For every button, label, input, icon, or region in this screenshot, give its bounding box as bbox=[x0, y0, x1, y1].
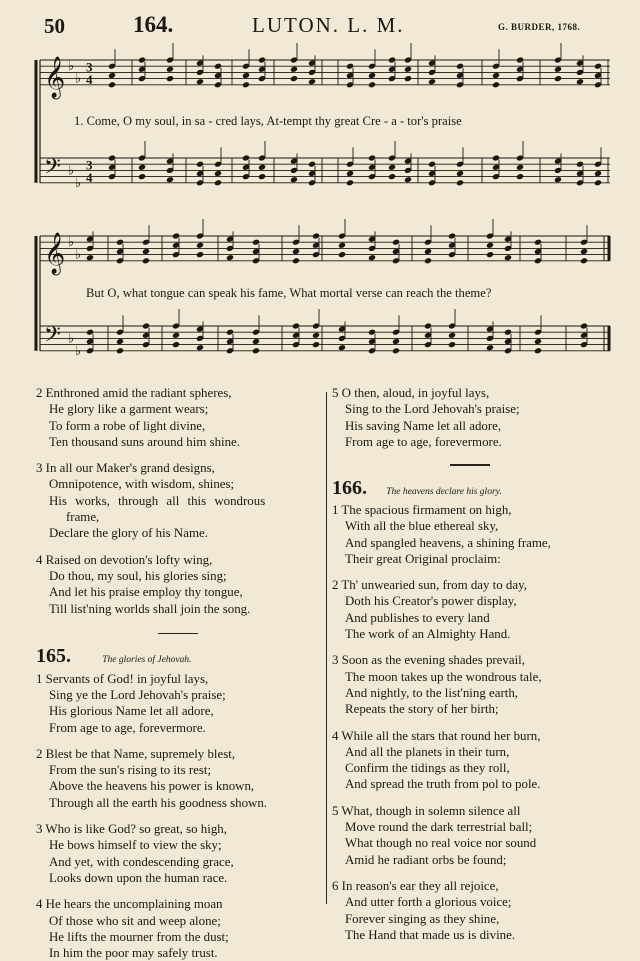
note-head bbox=[504, 254, 512, 261]
note-head bbox=[242, 72, 250, 79]
lyric-line-1: 1. Come, O my soul, in sa - cred lays, At-tempt thy great Cre - a - tor's praise bbox=[74, 114, 462, 128]
stanza-line: And yet, with condescending grace, bbox=[49, 854, 234, 869]
stanza-165-3 bbox=[36, 821, 326, 886]
time-signature: 3 bbox=[86, 59, 93, 75]
stanza-line: Through all the earth his goodness shown. bbox=[49, 795, 268, 810]
hymn-166-subtitle: The heavens declare his glory. bbox=[386, 486, 502, 497]
hymn-165-subtitle: The glories of Jehovah. bbox=[102, 655, 192, 666]
note-head bbox=[166, 75, 174, 82]
hymn-166-heading bbox=[332, 476, 632, 500]
stanza-164-4 bbox=[36, 552, 326, 617]
note-head bbox=[338, 242, 346, 249]
note-head bbox=[486, 344, 494, 351]
bass-clef-icon: 𝄢 bbox=[44, 322, 61, 353]
note-head bbox=[516, 173, 524, 180]
stanza-line: And spread the truth from pol to pole. bbox=[345, 777, 541, 792]
stanza-line: His works, through all this wondrous bbox=[49, 493, 266, 508]
note-head bbox=[576, 78, 584, 85]
flat-icon: ♭ bbox=[68, 162, 75, 178]
time-signature: 4 bbox=[86, 71, 93, 87]
note-head bbox=[252, 338, 260, 345]
note-head bbox=[214, 170, 222, 177]
note-head bbox=[492, 72, 500, 79]
stanza-line: Omnipotence, with wisdom, shines; bbox=[49, 477, 235, 492]
stanza-line: Of those who sit and weep alone; bbox=[49, 913, 221, 928]
stanza-line: He lifts the mourner from the dust; bbox=[49, 929, 229, 944]
stanza-line: 2 Th' unwearied sun, from day to day, bbox=[332, 578, 527, 593]
note-head bbox=[492, 81, 500, 88]
stanza-164-2 bbox=[36, 385, 326, 450]
note-head bbox=[534, 347, 542, 354]
stanza-line: Looks down upon the human race. bbox=[49, 870, 228, 885]
stanza-line: Ten thousand suns around him shine. bbox=[49, 434, 241, 449]
hymn-165-heading bbox=[36, 645, 326, 668]
note-head bbox=[312, 332, 320, 339]
note-head bbox=[242, 81, 250, 88]
flat-icon: ♭ bbox=[75, 174, 82, 190]
note-head bbox=[86, 254, 94, 261]
column-divider bbox=[326, 392, 327, 904]
stanza-line: Forever singing as they shine, bbox=[345, 911, 500, 926]
note-head bbox=[404, 75, 412, 82]
stanza-line: 3 Soon as the evening shades prevail, bbox=[332, 653, 525, 668]
note-head bbox=[338, 344, 346, 351]
note-head bbox=[258, 164, 266, 171]
note-head bbox=[292, 257, 300, 264]
note-head bbox=[290, 75, 298, 82]
stanza-line: Declare the glory of his Name. bbox=[49, 526, 208, 541]
stanza-line: And nightly, to the list'ning earth, bbox=[345, 685, 518, 700]
stanza-line: 2 Enthroned amid the radiant spheres, bbox=[36, 386, 232, 400]
stanza-line: 1 Servants of God! in joyful lays, bbox=[36, 671, 209, 686]
stanza-line: The moon takes up the wondrous tale, bbox=[345, 669, 542, 684]
bass-clef-icon: 𝄢 bbox=[44, 154, 61, 185]
note-head bbox=[368, 254, 376, 261]
hymn-165-number: 165. bbox=[36, 645, 71, 668]
note-head bbox=[580, 248, 588, 255]
stanza-line: In him the poor may safely trust. bbox=[49, 946, 218, 961]
note-head bbox=[486, 242, 494, 249]
section-rule bbox=[158, 633, 198, 635]
note-head bbox=[226, 254, 234, 261]
note-head bbox=[172, 332, 180, 339]
note-head bbox=[428, 78, 436, 85]
note-head bbox=[388, 164, 396, 171]
stanza-line: His glorious Name let all adore, bbox=[49, 704, 214, 719]
flat-icon: ♭ bbox=[68, 58, 75, 74]
note-head bbox=[338, 251, 346, 258]
stanza-line: 5 O then, aloud, in joyful lays, bbox=[332, 386, 490, 400]
flat-icon: ♭ bbox=[75, 342, 82, 358]
hymn-number-heading: 164. bbox=[133, 12, 174, 37]
note-head bbox=[290, 176, 298, 183]
tune-title: LUTON. L. M. bbox=[252, 13, 405, 37]
stanza-line: What though no real voice nor sound bbox=[345, 836, 537, 851]
note-head bbox=[142, 248, 150, 255]
stanza-line: Above the heavens his power is known, bbox=[49, 779, 255, 794]
stanza-166-6 bbox=[332, 878, 632, 943]
note-head bbox=[456, 170, 464, 177]
note-head bbox=[404, 66, 412, 73]
note-head bbox=[290, 66, 298, 73]
flat-icon: ♭ bbox=[68, 234, 75, 250]
note-head bbox=[554, 66, 562, 73]
stanza-166-1 bbox=[332, 502, 632, 567]
hymn-166-number: 166. bbox=[332, 476, 367, 499]
note-head bbox=[486, 251, 494, 258]
stanza-line: 5 What, though in solemn silence all bbox=[332, 803, 521, 818]
note-head bbox=[166, 66, 174, 73]
stanza-line: From age to age, forevermore. bbox=[345, 434, 502, 449]
music-score bbox=[0, 0, 640, 370]
note-head bbox=[252, 347, 260, 354]
stanza-165-4 bbox=[36, 896, 326, 961]
stanza-line: And all the planets in their turn, bbox=[345, 744, 510, 759]
stanza-line: 2 Blest be that Name, supremely blest, bbox=[36, 746, 236, 761]
note-head bbox=[196, 78, 204, 85]
note-head bbox=[292, 248, 300, 255]
note-head bbox=[196, 344, 204, 351]
note-head bbox=[116, 347, 124, 354]
note-head bbox=[108, 72, 116, 79]
stanza-166-5 bbox=[332, 803, 632, 868]
stanza-164-3 bbox=[36, 460, 326, 541]
note-head bbox=[108, 81, 116, 88]
treble-clef-icon: 𝄞 bbox=[44, 56, 66, 98]
note-head bbox=[516, 164, 524, 171]
stanza-line: 4 He hears the uncomplaining moan bbox=[36, 897, 223, 912]
note-head bbox=[138, 164, 146, 171]
flat-icon: ♭ bbox=[68, 330, 75, 346]
stanza-line: 3 In all our Maker's grand designs, bbox=[36, 461, 215, 476]
note-head bbox=[196, 242, 204, 249]
right-column bbox=[332, 385, 632, 943]
note-head bbox=[448, 332, 456, 339]
note-head bbox=[308, 78, 316, 85]
stanza-165-2 bbox=[36, 746, 326, 811]
stanza-line: Repeats the story of her birth; bbox=[345, 702, 499, 717]
page-number: 50 bbox=[44, 14, 65, 38]
flat-icon: ♭ bbox=[75, 246, 82, 262]
flat-icon: ♭ bbox=[75, 70, 82, 86]
note-head bbox=[404, 176, 412, 183]
stanza-line: Amid he radiant orbs be found; bbox=[345, 852, 507, 867]
left-column bbox=[36, 385, 326, 961]
stanza-166-4 bbox=[332, 728, 632, 793]
section-rule bbox=[450, 464, 490, 466]
stanza-line: And utter forth a glorious voice; bbox=[345, 895, 512, 910]
note-head bbox=[368, 72, 376, 79]
stanza-line: Sing to the Lord Jehovah's praise; bbox=[345, 402, 520, 417]
stanza-line: And publishes to every land bbox=[345, 610, 490, 625]
note-head bbox=[594, 179, 602, 186]
note-head bbox=[138, 173, 146, 180]
stanza-line: Do thou, my soul, his glories sing; bbox=[49, 568, 227, 583]
note-head bbox=[424, 248, 432, 255]
stanza-line: And let his praise employ thy tongue, bbox=[49, 585, 243, 600]
note-head bbox=[116, 338, 124, 345]
note-head bbox=[554, 75, 562, 82]
note-head bbox=[580, 257, 588, 264]
stanza-line: He glory like a garment wears; bbox=[49, 402, 209, 417]
stanza-line: Confirm the tidings as they roll, bbox=[345, 761, 510, 776]
note-head bbox=[368, 81, 376, 88]
stanza-line: With all the blue ethereal sky, bbox=[345, 519, 499, 534]
stanza-166-2 bbox=[332, 577, 632, 642]
stanza-line: The Hand that made us is divine. bbox=[345, 927, 516, 942]
stanza-line: Their great Original proclaim: bbox=[345, 551, 501, 566]
note-head bbox=[534, 338, 542, 345]
stanza-line: Sing ye the Lord Jehovah's praise; bbox=[49, 687, 226, 702]
note-head bbox=[196, 251, 204, 258]
stanza-line: Till list'ning worlds shall join the song. bbox=[49, 601, 251, 616]
note-head bbox=[392, 347, 400, 354]
stanza-line: 4 Raised on devotion's lofty wing, bbox=[36, 552, 213, 567]
note-head bbox=[594, 170, 602, 177]
stanza-line: And spangled heavens, a shining frame, bbox=[345, 535, 551, 550]
note-head bbox=[172, 341, 180, 348]
note-head bbox=[312, 341, 320, 348]
time-signature: 3 bbox=[86, 157, 93, 173]
lyric-line-2: But O, what tongue can speak his fame, What mortal verse can reach the theme? bbox=[86, 286, 492, 300]
note-head bbox=[424, 257, 432, 264]
note-head bbox=[346, 170, 354, 177]
stanza-line: 1 The spacious firmament on high, bbox=[332, 502, 512, 517]
note-head bbox=[258, 173, 266, 180]
stanza-line: Move round the dark terrestrial ball; bbox=[345, 820, 533, 835]
stanza-line: 3 Who is like God? so great, so high, bbox=[36, 822, 227, 837]
time-signature: 4 bbox=[86, 169, 93, 185]
note-head bbox=[448, 341, 456, 348]
stanza-line: Doth his Creator's power display, bbox=[345, 594, 517, 609]
stanza-164-5 bbox=[332, 385, 632, 450]
stanza-165-1 bbox=[36, 671, 326, 736]
note-head bbox=[392, 338, 400, 345]
note-head bbox=[214, 179, 222, 186]
stanza-166-3 bbox=[332, 652, 632, 717]
note-head bbox=[346, 179, 354, 186]
stanza-line: His saving Name let all adore, bbox=[345, 418, 502, 433]
stanza-line: The work of an Almighty Hand. bbox=[345, 627, 511, 642]
stanza-line: 6 In reason's ear they all rejoice, bbox=[332, 878, 499, 893]
composer-credit: G. BURDER, 1768. bbox=[498, 22, 581, 32]
stanza-line: To form a robe of light divine, bbox=[49, 418, 206, 433]
note-head bbox=[142, 257, 150, 264]
stanza-line: He bows himself to view the sky; bbox=[49, 838, 222, 853]
stanza-line: From the sun's rising to its rest; bbox=[49, 763, 212, 778]
stanza-line: 4 While all the stars that round her burn, bbox=[332, 728, 541, 743]
treble-clef-icon: 𝄞 bbox=[44, 232, 66, 274]
note-head bbox=[554, 176, 562, 183]
note-head bbox=[388, 173, 396, 180]
stanza-line: From age to age, forevermore. bbox=[49, 720, 206, 735]
stanza-line: frame, bbox=[66, 510, 100, 525]
note-head bbox=[456, 179, 464, 186]
note-head bbox=[166, 176, 174, 183]
